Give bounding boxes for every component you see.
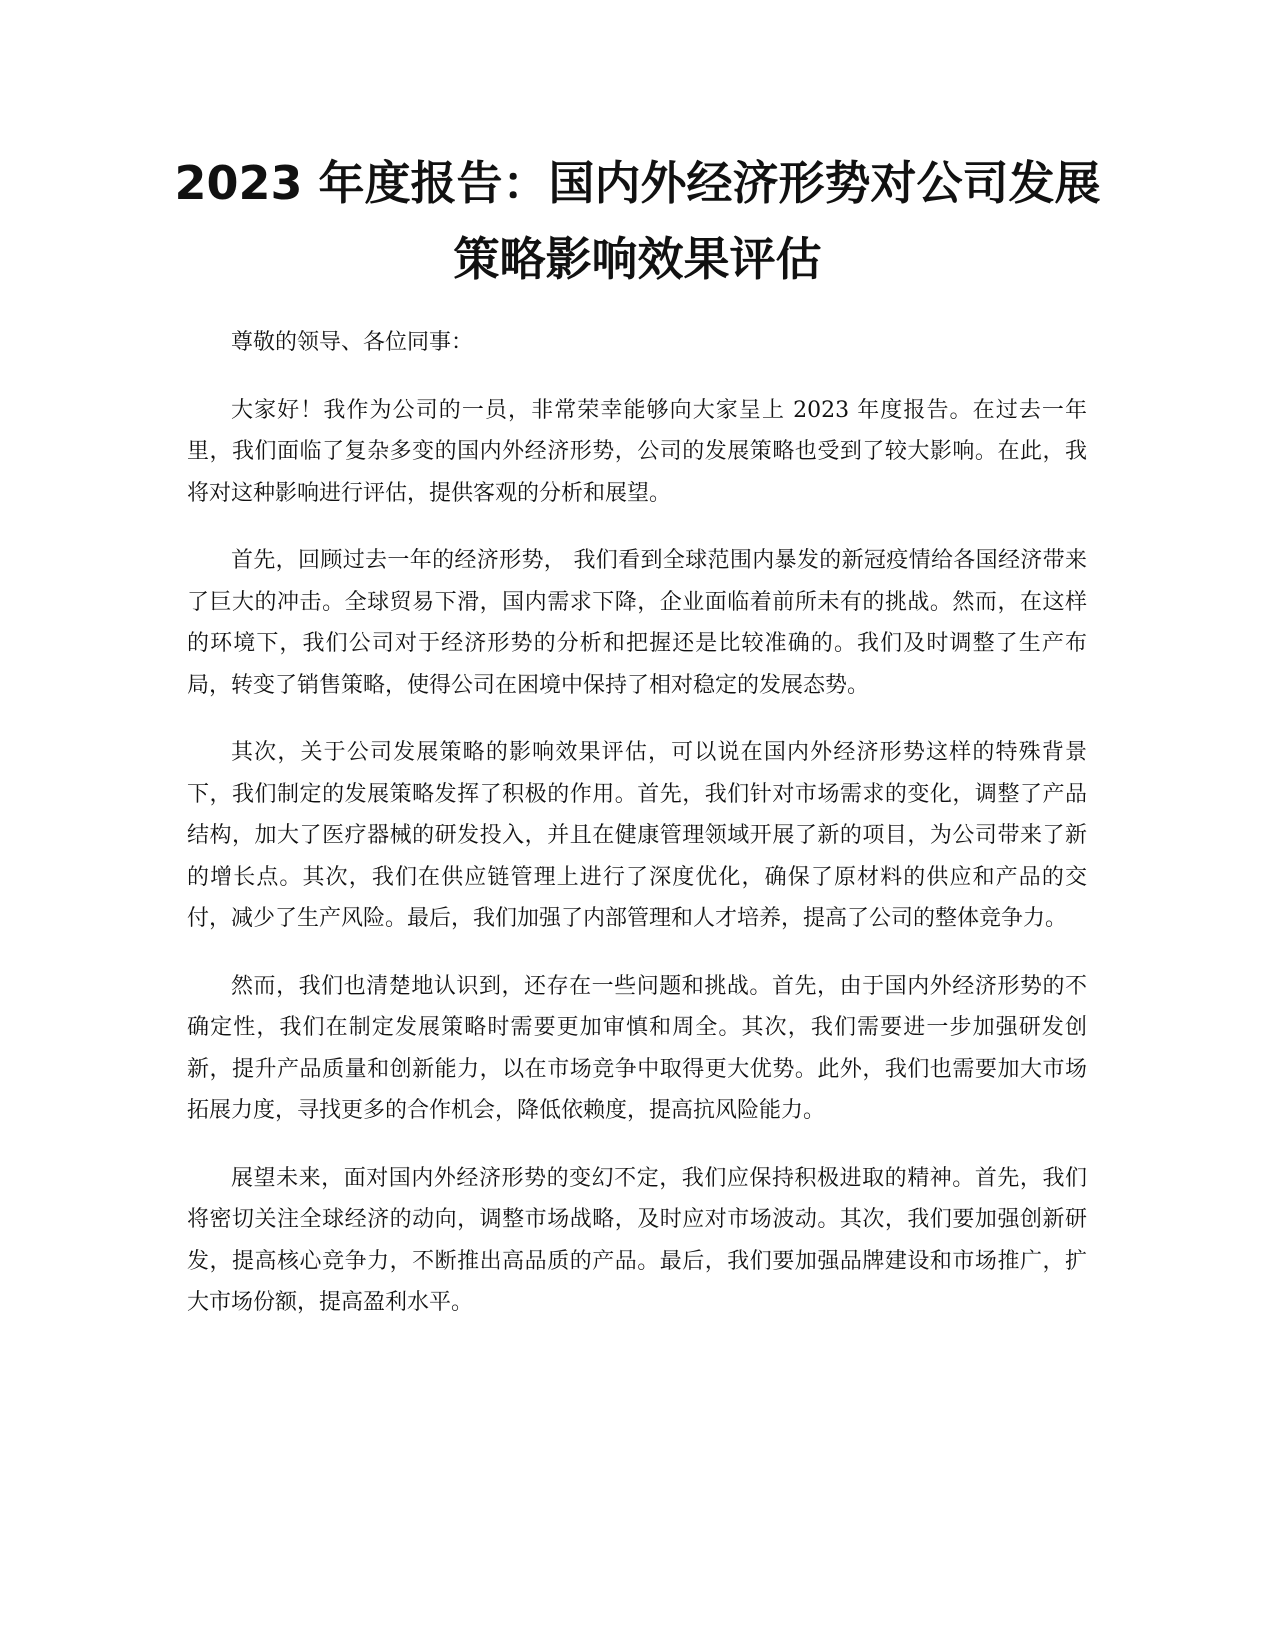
title-line-1: 2023 年度报告：国内外经济形势对公司发展 [174, 156, 1101, 210]
document-title [150, 145, 1125, 297]
paragraph-evaluation: 其次，关于公司发展策略的影响效果评估，可以说在国内外经济形势这样的特殊背景下，我们制定的发展策略发挥了积极的作用。首先，我们针对市场需求的变化，调整了产品结构，加大了医疗器械的研发投入，并且在健康管理领域开展了新的项目，为公司带来了新的增长点。其次，我们在供应链管理上进行了深度优化，确保了原材料的供应和产品的交付，减少了生产风险。最后，我们加强了内部管理和人才培养，提高了公司的整体竞争力。 [187, 740, 1087, 931]
paragraph-intro: 大家好！我作为公司的一员，非常荣幸能够向大家呈上 2023 年度报告。在过去一年里，我们面临了复杂多变的国内外经济形势，公司的发展策略也受到了较大影响。在此，我将对这种影响进行评估，提供客观的分析和展望。 [187, 397, 1087, 506]
paragraph-review: 首先，回顾过去一年的经济形势， 我们看到全球范围内暴发的新冠疫情给各国经济带来了巨大的冲击。全球贸易下滑，国内需求下降，企业面临着前所未有的挑战。然而，在这样的环境下，我们公司对于经济形势的分析和把握还是比较准确的。我们及时调整了生产布局，转变了销售策略，使得公司在困境中保持了相对稳定的发展态势。 [187, 548, 1087, 698]
document-body [187, 322, 1087, 1350]
paragraph-challenges: 然而，我们也清楚地认识到，还存在一些问题和挑战。首先，由于国内外经济形势的不确定性，我们在制定发展策略时需要更加审慎和周全。其次，我们需要进一步加强研发创新，提升产品质量和创新能力，以在市场竞争中取得更大优势。此外，我们也需要加大市场拓展力度，寻找更多的合作机会，降低依赖度，提高抗风险能力。 [187, 973, 1087, 1123]
paragraph-outlook: 展望未来，面对国内外经济形势的变幻不定，我们应保持积极进取的精神。首先，我们将密切关注全球经济的动向，调整市场战略，及时应对市场波动。其次，我们要加强创新研发，提高核心竞争力，不断推出高品质的产品。最后，我们要加强品牌建设和市场推广，扩大市场份额，提高盈利水平。 [187, 1165, 1087, 1315]
title-line-2: 策略影响效果评估 [453, 232, 822, 286]
salutation: 尊敬的领导、各位同事： [231, 330, 474, 355]
